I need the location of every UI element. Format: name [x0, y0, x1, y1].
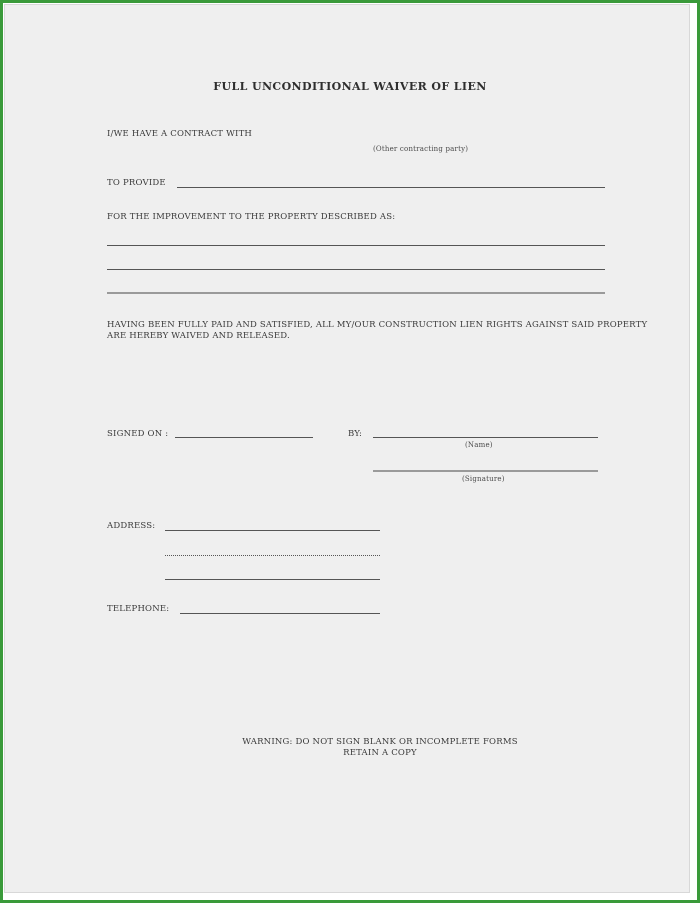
- address-line-1[interactable]: [165, 530, 380, 531]
- contracting-party-caption: (Other contracting party): [373, 145, 469, 153]
- retain-copy-text: RETAIN A COPY: [343, 748, 417, 758]
- signature-caption: (Signature): [462, 475, 505, 483]
- property-description-line-1[interactable]: [107, 245, 605, 246]
- signed-on-date-line[interactable]: [175, 437, 313, 438]
- name-caption: (Name): [465, 441, 493, 449]
- improvement-label: FOR THE IMPROVEMENT TO THE PROPERTY DESCRIBED AS:: [107, 212, 396, 222]
- signature-line[interactable]: [373, 470, 598, 472]
- address-line-3[interactable]: [165, 579, 380, 580]
- property-description-line-2[interactable]: [107, 269, 605, 270]
- by-label: BY:: [348, 429, 363, 439]
- name-line[interactable]: [373, 437, 598, 438]
- provide-label: TO PROVIDE: [107, 178, 166, 188]
- paid-statement: HAVING BEEN FULLY PAID AND SATISFIED, ALL MY/OUR CONSTRUCTION LIEN RIGHTS AGAINST SAID PROPERTY ARE HEREBY WAIVED AND RELEASED.: [107, 320, 648, 341]
- property-description-line-3[interactable]: [107, 292, 605, 294]
- address-label: ADDRESS:: [107, 521, 156, 531]
- contract-label: I/WE HAVE A CONTRACT WITH: [107, 129, 253, 139]
- provide-field-line[interactable]: [177, 187, 605, 188]
- telephone-line[interactable]: [180, 613, 380, 614]
- address-line-2[interactable]: [165, 555, 380, 556]
- signed-on-label: SIGNED ON :: [107, 429, 169, 439]
- warning-text: WARNING: DO NOT SIGN BLANK OR INCOMPLETE FORMS: [242, 737, 518, 747]
- telephone-label: TELEPHONE:: [107, 604, 170, 614]
- document-title: FULL UNCONDITIONAL WAIVER OF LIEN: [213, 80, 487, 93]
